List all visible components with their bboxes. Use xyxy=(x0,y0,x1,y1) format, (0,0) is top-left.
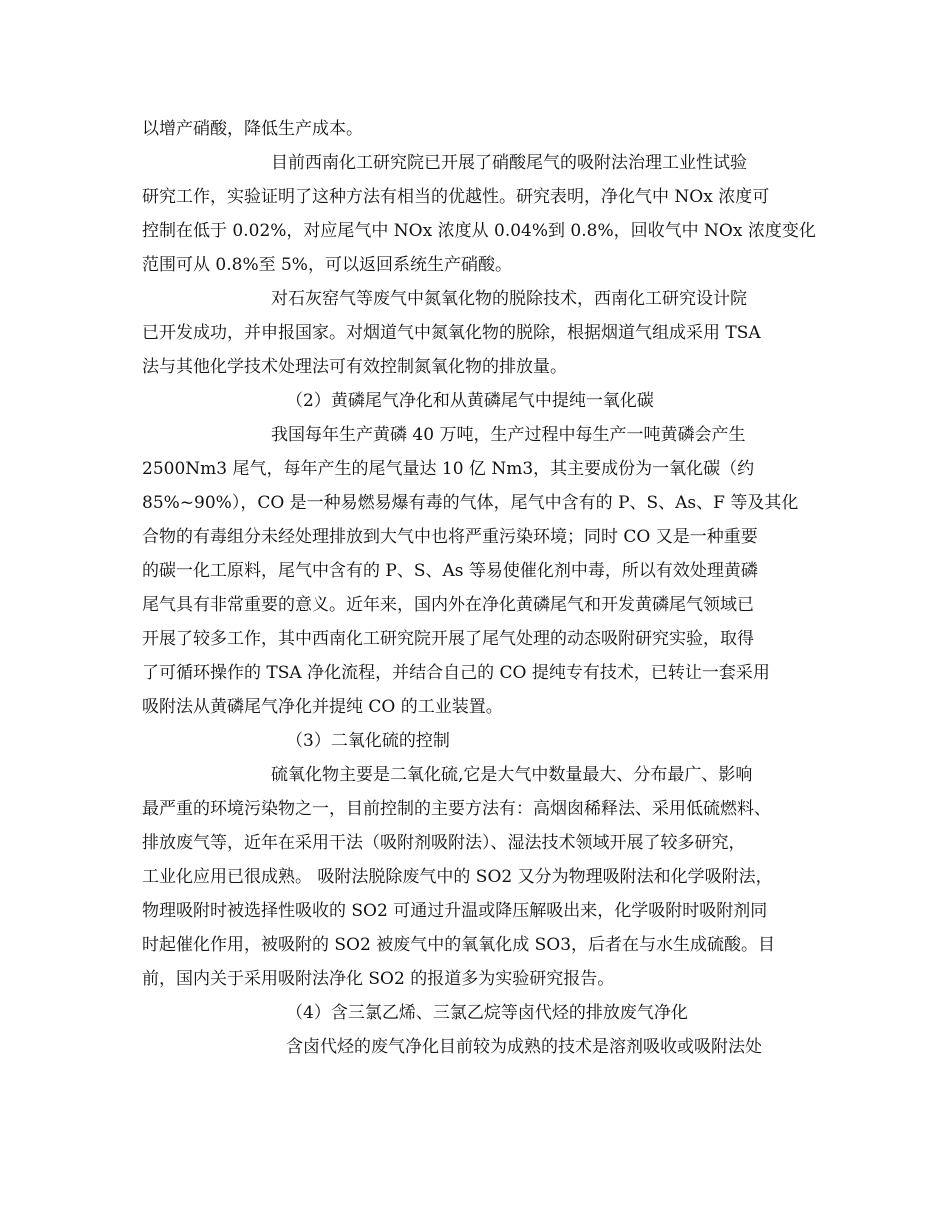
text-line: 的碳一化工原料，尾气中含有的 P、S、As 等易使催化剂中毒，所以有效处理黄磷 xyxy=(142,561,758,581)
section-heading: （2）黄磷尾气净化和从黄磷尾气中提纯一氧化碳 xyxy=(286,391,654,411)
text-line: 前，国内关于采用吸附法净化 SO2 的报道多为实验研究报告。 xyxy=(142,969,615,989)
text-line: 排放废气等，近年在采用干法（吸附剂吸附法）、湿法技术领域开展了较多研究， xyxy=(142,833,746,853)
text-line: 已开发成功，并申报国家。对烟道气中氮氧化物的脱除，根据烟道气组成采用 TSA xyxy=(142,323,761,343)
text-line: 尾气具有非常重要的意义。近年来，国内外在净化黄磷尾气和开发黄磷尾气领域已 xyxy=(142,595,754,615)
text-line: 最严重的环境污染物之一，目前控制的主要方法有：高烟囱稀释法、采用低硫燃料、 xyxy=(142,799,771,819)
section-heading: （4）含三氯乙烯、三氯乙烷等卤代烃的排放废气净化 xyxy=(286,1003,688,1023)
text-line: 合物的有毒组分未经处理排放到大气中也将严重污染环境；同时 CO 又是一种重要 xyxy=(142,527,758,547)
text-line: 控制在低于 0.02%，对应尾气中 NOx 浓度从 0.04%到 0.8%，回收气中 NOx 浓度变化 xyxy=(142,221,816,241)
text-line: 法与其他化学技术处理法可有效控制氮氧化物的排放量。 xyxy=(142,357,567,377)
text-line: 时起催化作用，被吸附的 SO2 被废气中的氧氧化成 SO3，后者在与水生成硫酸。目 xyxy=(142,935,776,955)
text-line: 工业化应用已很成熟。 吸附法脱除废气中的 SO2 又分为物理吸附法和化学吸附法， xyxy=(142,867,773,887)
text-line: 85%~90%），CO 是一种易燃易爆有毒的气体，尾气中含有的 P、S、As、F 等及其化 xyxy=(142,493,799,513)
paragraph-start-line: 我国每年生产黄磷 40 万吨，生产过程中每生产一吨黄磷会产生 xyxy=(271,425,746,445)
paragraph-start-line: 对石灰窑气等废气中氮氧化物的脱除技术，西南化工研究设计院 xyxy=(271,289,747,309)
text-line: 研究工作，实验证明了这种方法有相当的优越性。研究表明，净化气中 NOx 浓度可 xyxy=(142,187,770,207)
text-line: 物理吸附时被选择性吸收的 SO2 可通过升温或降压解吸出来，化学吸附时吸附剂同 xyxy=(142,901,768,921)
section-heading: （3）二氧化硫的控制 xyxy=(286,731,450,751)
text-line: 2500Nm3 尾气，每年产生的尾气量达 10 亿 Nm3，其主要成份为一氧化碳（约 xyxy=(142,459,755,479)
paragraph-start-line: 硫氧化物主要是二氧化硫,它是大气中数量最大、分布最广、影响 xyxy=(271,765,753,785)
paragraph-start-line: 目前西南化工研究院已开展了硝酸尾气的吸附法治理工业性试验 xyxy=(271,153,747,173)
text-line: 了可循环操作的 TSA 净化流程，并结合自己的 CO 提纯专有技术，已转让一套采用 xyxy=(142,663,770,683)
text-line: 范围可从 0.8%至 5%，可以返回系统生产硝酸。 xyxy=(142,255,512,275)
text-line: 以增产硝酸，降低生产成本。 xyxy=(142,119,363,139)
text-line: 吸附法从黄磷尾气净化并提纯 CO 的工业装置。 xyxy=(142,697,503,717)
text-line: 开展了较多工作，其中西南化工研究院开展了尾气处理的动态吸附研究实验，取得 xyxy=(142,629,754,649)
paragraph-start-line: 含卤代烃的废气净化目前较为成熟的技术是溶剂吸收或吸附法处 xyxy=(286,1037,762,1057)
